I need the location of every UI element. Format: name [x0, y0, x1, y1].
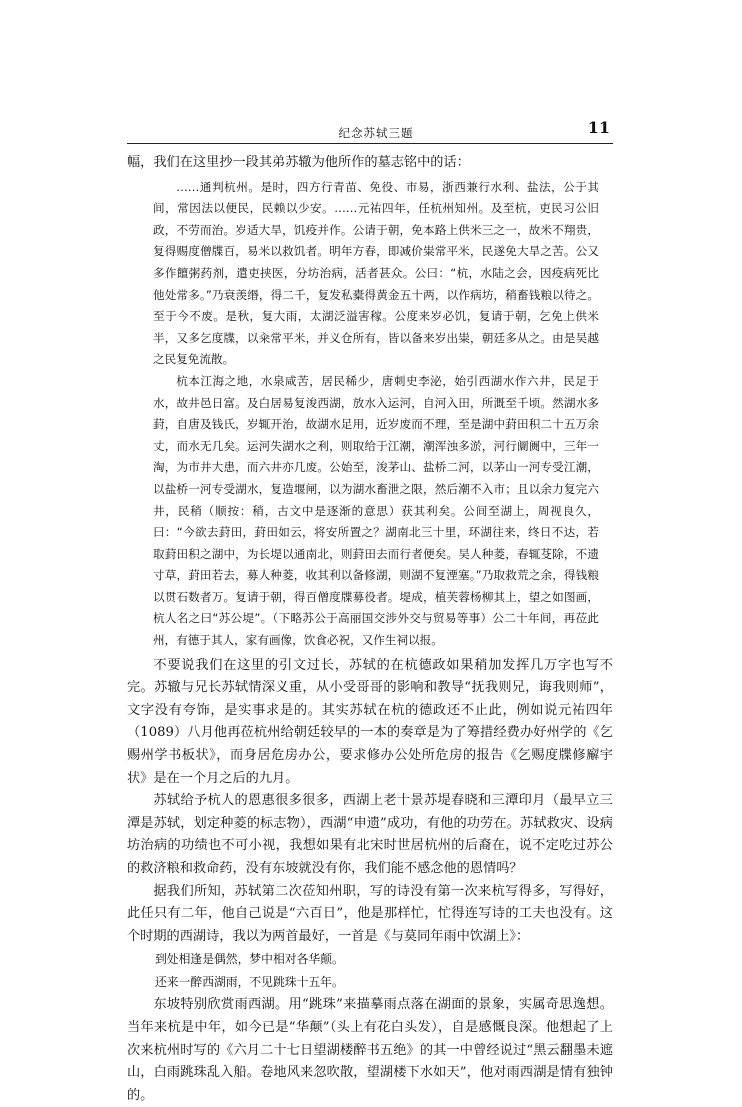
intro-paragraph: 幅，我们在这里抄一段其弟苏辙为他所作的墓志铭中的话： — [127, 155, 470, 170]
page-number: 11 — [587, 118, 610, 137]
page-body — [127, 152, 613, 1107]
paragraph-rainy-west-lake: 东坡特别欣赏雨西湖。用“跳珠”来描摹雨点落在湖面的景象，实属奇思逸想。当年来杭是中年，如今已是“华颠”（头上有花白头发），自是感慨良深。他想起了上次来杭州时写的《六月二十七日望湖楼醉书五绝》的其一中曾经说过“黑云翻墨未遮山，白雨跳珠乱入船。卷地风来忽吹散，望湖楼下水如天”，他对雨西湖是情有独钟的。 — [127, 997, 613, 1103]
poem-line-2: 还来一醉西湖雨，不见跳珠十五年。 — [155, 975, 344, 990]
paragraph-grace-to-hangzhou: 苏轼给予杭人的恩惠很多很多，西湖上老十景苏堤春晓和三潭印月（最早立三潭是苏轼，划定种菱的标志物），西湖“申遗”成功，有他的功劳在。苏轼救灾、设病坊治病的功绩也不可小视，我想如果有北宋时世居杭州的后裔在，说不定吃过苏公的救济粮和救命药，没有东坡就没有你，我们能不感念他的恩情吗？ — [127, 793, 613, 876]
paragraph-west-lake-poems: 据我们所知，苏轼第二次莅知州职，写的诗没有第一次来杭写得多，写得好，此任只有二年，他自己说是“六百日”，他是那样忙，忙得连写诗的工夫也没有。这个时期的西湖诗，我以为两首最好，一首是《与莫同年雨中饮湖上》： — [127, 883, 613, 944]
epitaph-quote-part-1: ……通判杭州。是时，四方行青苗、免役、市易，浙西兼行水利、盐法，公于其间，常因法以便民，民赖以少安。……元祐四年，任杭州知州。及至杭，吏民习公旧政，不劳而治。岁适大旱，饥疫并作。公请于朝，免本路上供米三之一，故米不翔贵，复得赐度僧牒百，易米以救饥者。明年方春，即减价粜常平米，民遂免大旱之苦。公又多作饘粥药剂，遣吏挟医，分坊治病，活者甚众。公曰：“杭，水陆之会，因疫病死比他处常多。”乃衰羡缗，得二千，复发私橐得黄金五十两，以作病坊，稍畜钱粮以待之。至于今不废。是秋，复大雨，太湖泛溢害稼。公度来岁必饥，复请于朝，乞免上供米半，又多乞度牒，以籴常平米，并义仓所有，皆以备来岁出粜，朝廷多从之。由是吴越之民复免流散。 — [153, 179, 599, 367]
epitaph-quote-part-2: 杭本江海之地，水泉咸苦，居民稀少，唐刺史李泌，始引西湖水作六井，民足于水，故井邑日富。及白居易复浚西湖，放水入运河，自河入田，所溉至千顷。然湖水多葑，自唐及钱氏，岁辄开治，故湖水足用，近岁废而不理，至是湖中葑田积二十五万余丈，而水无几矣。运河失湖水之利，则取给于江潮，潮浑浊多淤，河行阛阓中，三年一淘，为市井大患，而六井亦几废。公始至，浚茅山、盐桥二河，以茅山一河专受江潮，以盐桥一河专受湖水，复造堰闸，以为湖水畜泄之限，然后潮不入市；且以余力复完六井，民稍（顺按：稍，古文中是逐渐的意思）获其利矣。公间至湖上，周视良久，曰：“今欲去葑田，葑田如云，将安所置之？湖南北三十里，环湖往来，终日不达，若取葑田积之湖中，为长堤以通南北，则葑田去而行者便矣。吴人种菱，春辄芟除，不遗寸草，葑田若去，募人种菱，收其利以备修湖，则湖不复湮塞。”乃取救荒之余，得钱粮以贯石数者万。复请于朝，得百僧度牒募役者。堤成，植芙蓉杨柳其上，望之如图画，杭人名之曰“苏公堤”。（下略苏公于高丽国交涉外交与贸易等事）公二十年间，再莅此州，有德于其人，家有画像，饮食必祝，又作生祠以报。 — [153, 373, 599, 648]
running-header-title: 纪念苏轼三题 — [338, 126, 414, 140]
poem-line-1: 到处相逢是偶然，梦中相对各华颠。 — [155, 952, 344, 967]
header-divider — [127, 143, 613, 144]
paragraph-citation-length: 不要说我们在这里的引文过长，苏轼的在杭德政如果稍加发挥几万字也写不完。苏辙与兄长苏轼情深义重，从小受哥哥的影响和教导“抚我则兄，诲我则师”，文字没有夸饰，是实事求是的。其实苏轼在杭的德政还不止此，例如说元祐四年（1089）八月他再莅杭州给朝廷较早的一本的奏章是为了筹措经费办好州学的《乞赐州学书板状》，而身居危房办公，要求修办公处所危房的报告《乞赐度牒修廨宇状》是在一个月之后的九月。 — [127, 657, 613, 786]
